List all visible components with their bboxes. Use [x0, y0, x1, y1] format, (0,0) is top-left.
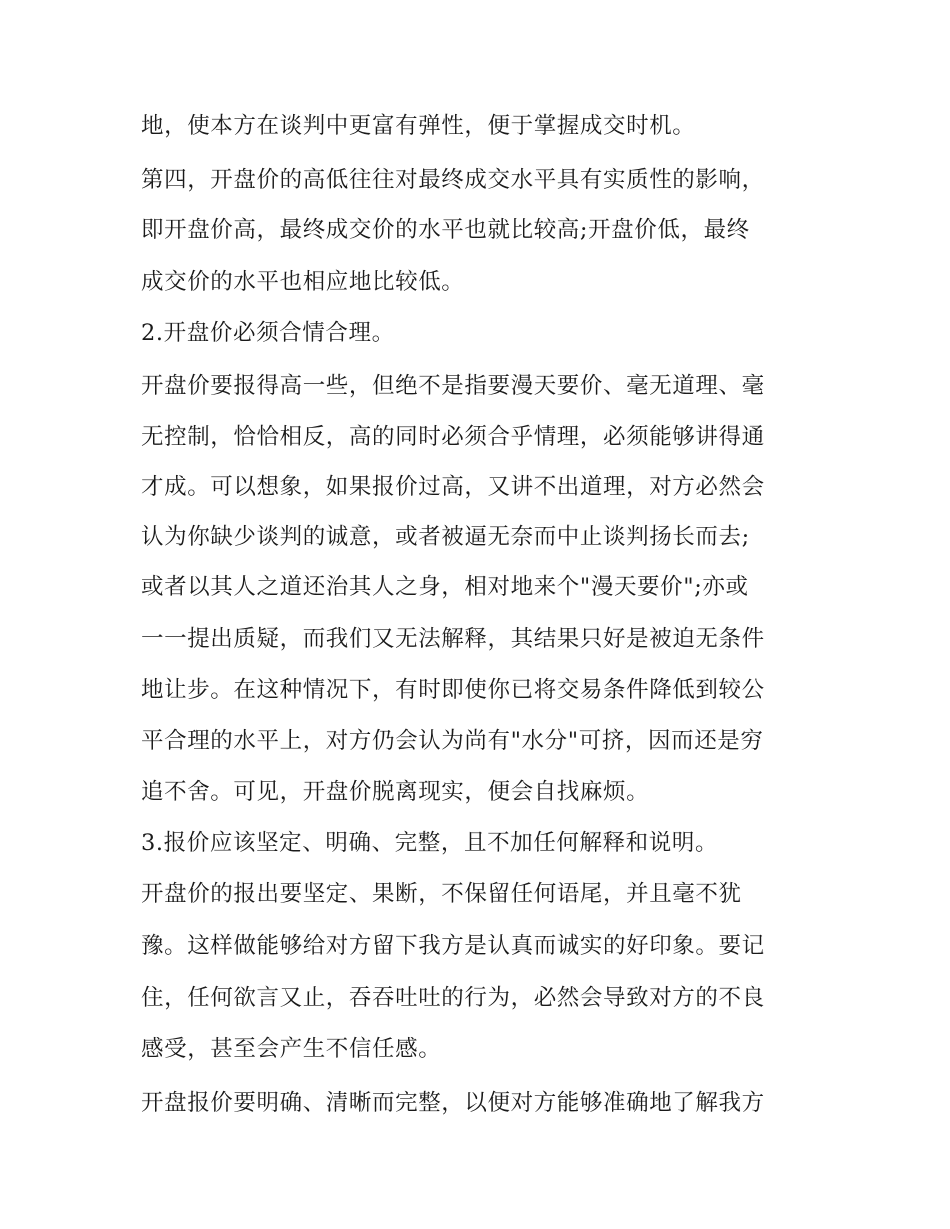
text-line: 一一提出质疑，而我们又无法解释，其结果只好是被迫无条件 [141, 626, 765, 652]
text-line: 或者以其人之道还治其人之身，相对地来个"漫天要价";亦或 [141, 574, 749, 600]
text-line: 豫。这样做能够给对方留下我方是认真而诚实的好印象。要记 [141, 933, 765, 959]
text-line: 平合理的水平上，对方仍会认为尚有"水分"可挤，因而还是穷 [141, 728, 764, 754]
text-line: 才成。可以想象，如果报价过高，又讲不出道理，对方必然会 [141, 474, 765, 500]
numbered-heading: 3.报价应该坚定、明确、完整，且不加任何解释和说明。 [141, 830, 719, 856]
text-line: 地让步。在这种情况下，有时即使你已将交易条件降低到较公 [141, 677, 765, 703]
text-line: 认为你缺少谈判的诚意，或者被逼无奈而中止谈判扬长而去; [141, 524, 750, 550]
text-line: 第四，开盘价的高低往往对最终成交水平具有实质性的影响， [141, 167, 765, 193]
text-line: 无控制，恰恰相反，高的同时必须合乎情理，必须能够讲得通 [141, 424, 765, 450]
text-line: 开盘价要报得高一些，但绝不是指要漫天要价、毫无道理、毫 [141, 373, 765, 399]
text-line: 开盘报价要明确、清晰而完整，以便对方能够准确地了解我方 [141, 1090, 765, 1116]
text-line: 住，任何欲言又止，吞吞吐吐的行为，必然会导致对方的不良 [141, 985, 765, 1011]
text-line: 即开盘价高，最终成交价的水平也就比较高;开盘价低，最终 [141, 217, 750, 243]
text-line: 追不舍。可见，开盘价脱离现实，便会自找麻烦。 [141, 779, 650, 805]
text-line: 感受，甚至会产生不信任感。 [141, 1036, 442, 1062]
text-line: 地，使本方在谈判中更富有弹性，便于掌握成交时机。 [141, 113, 696, 139]
text-line: 开盘价的报出要坚定、果断，不保留任何语尾，并且毫不犹 [141, 881, 742, 907]
numbered-heading: 2.开盘价必须合情合理。 [141, 320, 395, 346]
text-line: 成交价的水平也相应地比较低。 [141, 269, 465, 295]
